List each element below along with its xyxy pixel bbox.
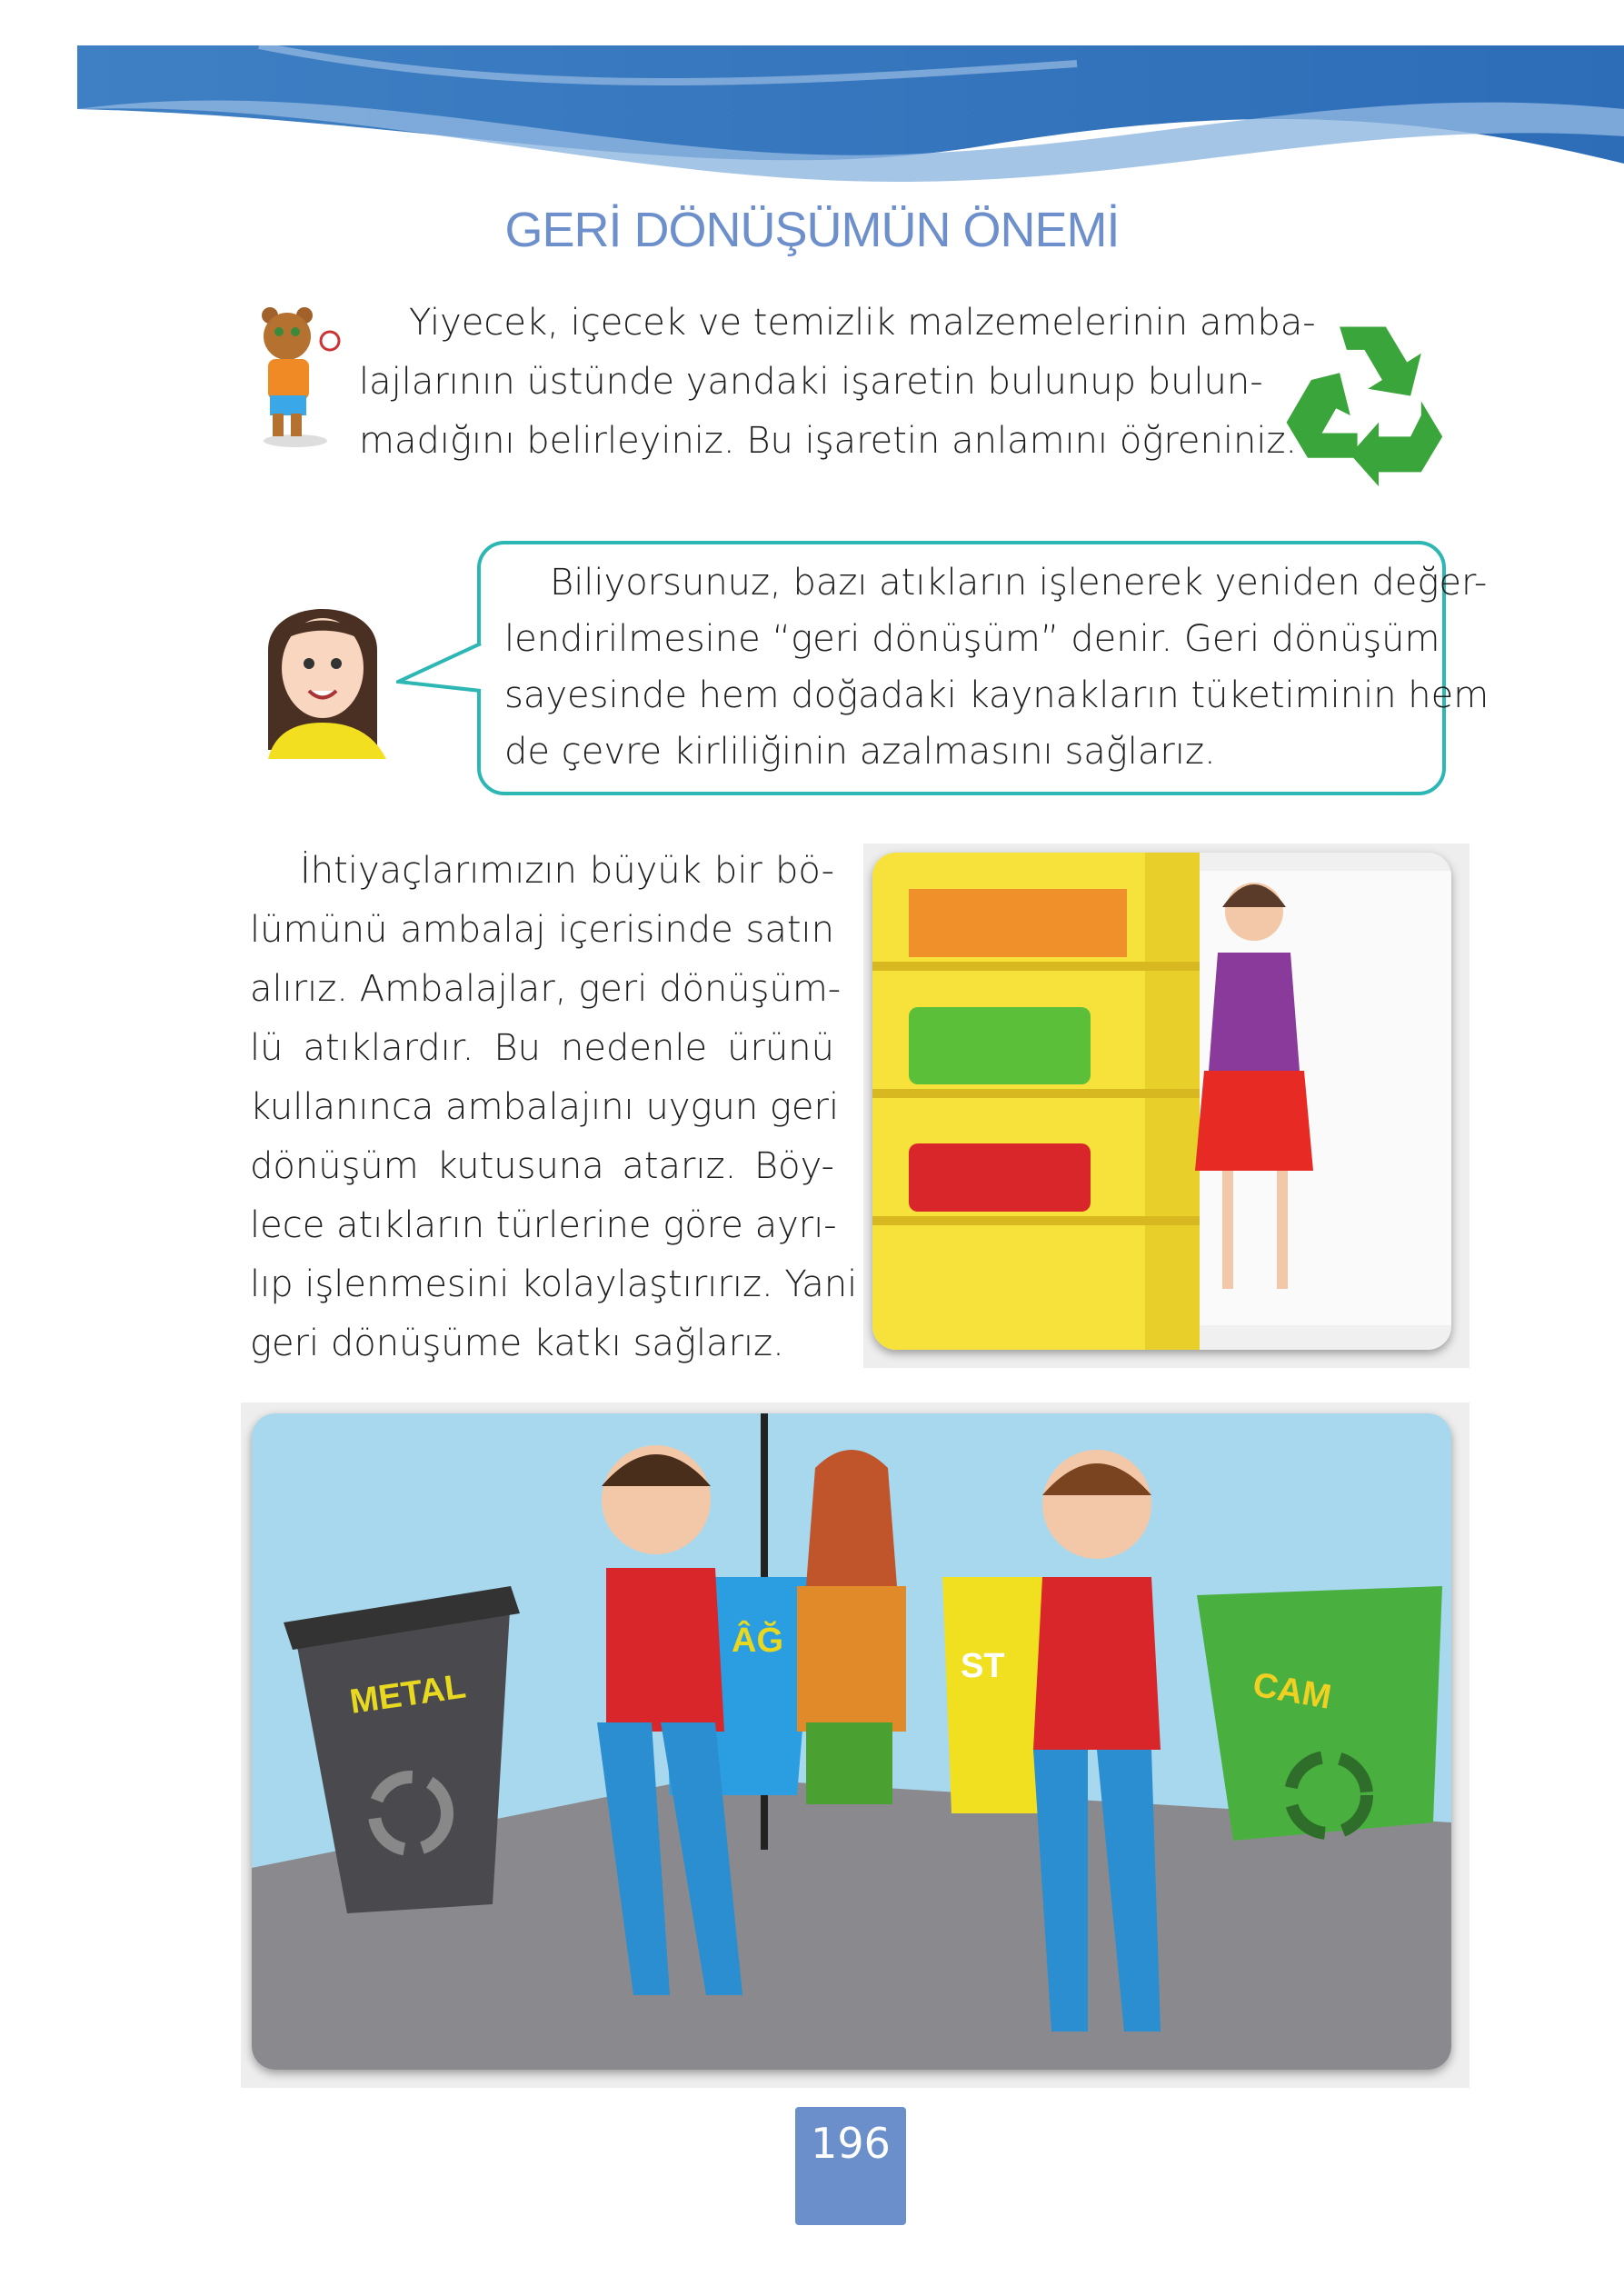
bubble-line: de çevre kirliliğinin azalmasını sağlarız. xyxy=(504,731,1216,773)
body-line: lü atıklardır. Bu nedenle ürünü xyxy=(250,1027,834,1069)
child-middle xyxy=(797,1450,906,1804)
body-line: lece atıkların türlerine göre ayrı- xyxy=(250,1204,837,1246)
body-line: kullanınca ambalajını uygun geri xyxy=(250,1086,840,1128)
glass-bin xyxy=(1197,1586,1442,1841)
glass-bin-label: CAM xyxy=(1250,1665,1334,1717)
page-title: GERİ DÖNÜŞÜMÜN ÖNEMİ xyxy=(504,203,1120,257)
body-line: lıp işlenmesini kolaylaştırırız. Yani xyxy=(250,1263,858,1305)
speech-bubble-tail xyxy=(396,636,483,700)
girl-avatar-icon xyxy=(250,577,395,759)
body-line: geri dönüşüme katkı sağlarız. xyxy=(250,1323,784,1364)
recycling-bins-illustration xyxy=(252,1413,1451,2070)
intro-line: Yiyecek, içecek ve temizlik malzemelerinin amba- xyxy=(409,302,1316,344)
plastic-bin-label: ST xyxy=(961,1647,1005,1685)
header-wave-banner xyxy=(77,45,1624,191)
intro-line: lajlarının üstünde yandaki işaretin bulunup bulun- xyxy=(359,361,1263,403)
bubble-line: sayesinde hem doğadaki kaynakların tüketiminin hem xyxy=(504,674,1489,716)
recycle-symbol-icon xyxy=(1272,309,1450,486)
body-line: alırız. Ambalajlar, geri dönüşüm- xyxy=(250,968,842,1010)
body-line: lümünü ambalaj içerisinde satın xyxy=(250,909,834,951)
body-line: dönüşüm kutusuna atarız. Böy- xyxy=(250,1145,834,1187)
page-number: 196 xyxy=(795,2107,906,2225)
metal-bin-label: METAL xyxy=(347,1667,469,1722)
supermarket-illustration-frame xyxy=(863,844,1470,1368)
bear-mascot-icon xyxy=(250,304,345,450)
recycling-bins-illustration-frame xyxy=(241,1403,1470,2088)
paper-bin-label: ÂĞ xyxy=(732,1622,783,1660)
bubble-line: lendirilmesine “geri dönüşüm” denir. Geri dönüşüm xyxy=(504,618,1440,660)
intro-line: madığını belirleyiniz. Bu işaretin anlamını öğreniniz. xyxy=(359,420,1298,462)
supermarket-illustration xyxy=(872,853,1451,1350)
body-line: İhtiyaçlarımızın büyük bir bö- xyxy=(300,850,834,892)
bubble-line: Biliyorsunuz, bazı atıkların işlenerek yeniden değer- xyxy=(550,562,1488,604)
